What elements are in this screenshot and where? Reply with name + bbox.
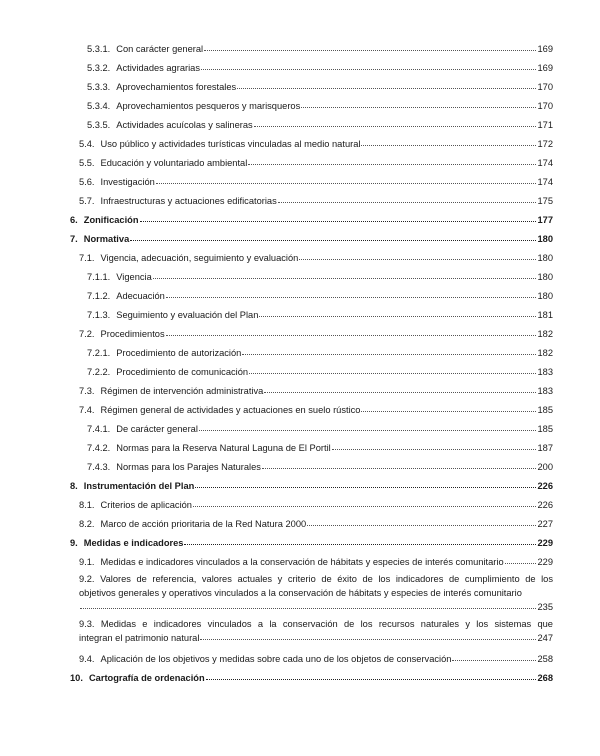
toc-entry-number: 8. bbox=[70, 481, 78, 491]
toc-entry-number: 5.7. bbox=[79, 196, 95, 206]
toc-entry-title-line bbox=[79, 572, 553, 586]
dot-leader bbox=[206, 672, 537, 680]
toc-entry-page-number: 185 bbox=[537, 405, 553, 415]
toc-entry[interactable] bbox=[87, 423, 553, 435]
toc-entry[interactable] bbox=[79, 404, 553, 416]
dot-leader bbox=[156, 176, 537, 184]
toc-entry-title: Uso público y actividades turísticas vinculadas al medio natural bbox=[100, 139, 361, 149]
toc-entry[interactable] bbox=[79, 328, 553, 340]
toc-entry-title: Normas para los Parajes Naturales bbox=[116, 462, 261, 472]
toc-entry[interactable] bbox=[79, 195, 553, 207]
toc-entry-number: 5.5. bbox=[79, 158, 95, 168]
toc-entry-title: Adecuación bbox=[116, 291, 165, 301]
dot-leader bbox=[140, 214, 537, 222]
toc-entry-number: 9.1. bbox=[79, 557, 95, 567]
toc-entry[interactable] bbox=[87, 461, 553, 473]
toc-entry-number: 7.2. bbox=[79, 329, 95, 339]
dot-leader bbox=[299, 252, 536, 260]
dot-leader bbox=[301, 100, 536, 108]
toc-entry-number: 5.3.2. bbox=[87, 63, 111, 73]
toc-entry-page-number: 177 bbox=[537, 215, 553, 225]
toc-entry-page-number: 226 bbox=[537, 481, 553, 491]
dot-leader bbox=[195, 480, 536, 488]
dot-leader bbox=[153, 271, 537, 279]
toc-entry-title: Actividades acuícolas y salineras bbox=[116, 120, 253, 130]
toc-entry-title: De carácter general bbox=[116, 424, 198, 434]
toc-entry-page-number: 247 bbox=[537, 633, 553, 644]
toc-entry-title: Zonificación bbox=[83, 215, 139, 225]
toc-entry-title: Aprovechamientos forestales bbox=[116, 82, 237, 92]
toc-entry[interactable] bbox=[87, 81, 553, 93]
dot-leader bbox=[452, 653, 536, 661]
toc-entry-page-number: 174 bbox=[537, 158, 553, 168]
toc-entry[interactable] bbox=[87, 442, 553, 454]
dot-leader bbox=[184, 537, 536, 545]
toc-entry-title: Normativa bbox=[83, 234, 130, 244]
toc-entry-page-number: 170 bbox=[537, 82, 553, 92]
toc-entry[interactable] bbox=[79, 653, 553, 665]
toc-entry[interactable] bbox=[87, 309, 553, 321]
toc-chapter-entry[interactable] bbox=[70, 480, 553, 492]
toc-entry-number: 9. bbox=[70, 538, 78, 548]
toc-entry[interactable] bbox=[87, 62, 553, 74]
toc-entry-title: Régimen de intervención administrativa bbox=[100, 386, 264, 396]
toc-entry[interactable] bbox=[79, 499, 553, 511]
toc-entry-number: 5.3.1. bbox=[87, 44, 111, 54]
toc-entry[interactable] bbox=[79, 176, 553, 188]
toc-entry-page-number: 180 bbox=[537, 272, 553, 282]
toc-entry-title: Vigencia, adecuación, seguimiento y evaluación bbox=[100, 253, 299, 263]
toc-entry-number: 7.3. bbox=[79, 386, 95, 396]
toc-entry-page-number: 169 bbox=[537, 44, 553, 54]
dot-leader bbox=[259, 309, 536, 317]
toc-entry[interactable] bbox=[87, 290, 553, 302]
toc-entry-number: 9.4. bbox=[79, 654, 95, 664]
toc-entry-page-number: 258 bbox=[537, 654, 553, 664]
dot-leader bbox=[166, 290, 537, 298]
dot-leader bbox=[332, 442, 537, 450]
toc-entry-number: 5.6. bbox=[79, 177, 95, 187]
toc-entry-page-number: 226 bbox=[537, 500, 553, 510]
toc-entry-number: 6. bbox=[70, 215, 78, 225]
toc-entry-title: Infraestructuras y actuaciones edificatorias bbox=[100, 196, 277, 206]
toc-entry-title: Normas para la Reserva Natural Laguna de El Portil bbox=[116, 443, 331, 453]
toc-chapter-entry[interactable] bbox=[70, 214, 553, 226]
dot-leader bbox=[361, 138, 536, 146]
dot-leader bbox=[200, 632, 536, 640]
dot-leader bbox=[166, 328, 537, 336]
toc-entry-number: 9.3. bbox=[79, 619, 95, 629]
dot-leader bbox=[307, 518, 536, 526]
toc-entry-page-number: 175 bbox=[537, 196, 553, 206]
toc-chapter-entry[interactable] bbox=[70, 672, 553, 684]
toc-entry-number: 7.4.3. bbox=[87, 462, 111, 472]
dot-leader bbox=[361, 404, 536, 412]
toc-entry-page-number: 180 bbox=[537, 291, 553, 301]
toc-entry-page-number: 229 bbox=[537, 538, 553, 548]
toc-entry-page-number: 181 bbox=[537, 310, 553, 320]
toc-entry-number: 7.4. bbox=[79, 405, 95, 415]
toc-entry[interactable] bbox=[79, 617, 553, 645]
toc-entry-number: 10. bbox=[70, 673, 83, 683]
toc-entry[interactable] bbox=[87, 100, 553, 112]
toc-entry-title: Educación y voluntariado ambiental bbox=[100, 158, 248, 168]
toc-entry-page-number: 171 bbox=[537, 120, 553, 130]
toc-entry-number: 7.4.1. bbox=[87, 424, 111, 434]
toc-entry-page-number: 268 bbox=[537, 673, 553, 683]
toc-entry-number: 7.2.2. bbox=[87, 367, 111, 377]
toc-entry[interactable] bbox=[79, 556, 553, 568]
dot-leader bbox=[505, 556, 537, 564]
toc-entry-title: Aprovechamientos pesqueros y marisqueros bbox=[116, 101, 301, 111]
toc-chapter-entry[interactable] bbox=[70, 233, 553, 245]
toc-entry-number: 7. bbox=[70, 234, 78, 244]
toc-entry[interactable] bbox=[79, 138, 553, 150]
toc-entry-number: 5.3.5. bbox=[87, 120, 111, 130]
dot-leader bbox=[264, 385, 536, 393]
toc-entry-number: 7.1.1. bbox=[87, 272, 111, 282]
toc-chapter-entry[interactable] bbox=[70, 537, 553, 549]
toc-entry-title: Régimen general de actividades y actuaciones en suelo rústico bbox=[100, 405, 361, 415]
dot-leader bbox=[254, 119, 537, 127]
toc-entry[interactable] bbox=[87, 119, 553, 131]
toc-entry-number: 8.2. bbox=[79, 519, 95, 529]
toc-entry-page-number: 200 bbox=[537, 462, 553, 472]
toc-entry-title: integran el patrimonio natural bbox=[79, 633, 200, 644]
toc-entry-title: objetivos generales y operativos vinculados a la conservación de hábitats y especies de interés comunitario bbox=[79, 588, 522, 599]
toc-entry-number: 7.1.3. bbox=[87, 310, 111, 320]
toc-entry-number: 7.4.2. bbox=[87, 443, 111, 453]
dot-leader bbox=[80, 601, 536, 609]
dot-leader bbox=[242, 347, 536, 355]
dot-leader bbox=[278, 195, 537, 203]
dot-leader bbox=[199, 423, 537, 431]
toc-entry[interactable] bbox=[87, 347, 553, 359]
toc-entry-title: Medidas e indicadores vinculados a la conservación de los recursos naturales y los sistemas que bbox=[100, 619, 553, 629]
dot-leader bbox=[193, 499, 537, 507]
toc-entry-page-number: 227 bbox=[537, 519, 553, 529]
toc-entry-page-number: 229 bbox=[537, 557, 553, 567]
toc-entry[interactable] bbox=[87, 43, 553, 55]
toc-entry-page-number: 187 bbox=[537, 443, 553, 453]
toc-entry-title: Procedimientos bbox=[100, 329, 165, 339]
toc-entry[interactable] bbox=[79, 157, 553, 169]
toc-entry-title: Medidas e indicadores vinculados a la conservación de hábitats y especies de interés comunitario bbox=[100, 557, 504, 567]
toc-entry-page-number: 182 bbox=[537, 329, 553, 339]
toc-entry-number: 7.1. bbox=[79, 253, 95, 263]
dot-leader bbox=[262, 461, 537, 469]
toc-entry-title: Instrumentación del Plan bbox=[83, 481, 195, 491]
toc-entry-page-number: 183 bbox=[537, 367, 553, 377]
toc-entry-page-number: 172 bbox=[537, 139, 553, 149]
toc-entry-page-number: 183 bbox=[537, 386, 553, 396]
toc-entry-page-number: 170 bbox=[537, 101, 553, 111]
toc-entry-number: 8.1. bbox=[79, 500, 95, 510]
toc-entry-page-number: 185 bbox=[537, 424, 553, 434]
dot-leader bbox=[237, 81, 536, 89]
toc-entry-title-line bbox=[79, 617, 553, 631]
toc-entry-title: Procedimiento de autorización bbox=[116, 348, 242, 358]
toc-entry[interactable] bbox=[79, 385, 553, 397]
toc-entry-page-number: 235 bbox=[537, 602, 553, 613]
toc-entry[interactable] bbox=[79, 252, 553, 264]
toc-entry-page-number: 174 bbox=[537, 177, 553, 187]
dot-leader bbox=[130, 233, 536, 241]
dot-leader bbox=[201, 62, 537, 70]
dot-leader bbox=[249, 366, 536, 374]
toc-entry-page-number: 180 bbox=[537, 253, 553, 263]
toc-entry[interactable] bbox=[87, 366, 553, 378]
dot-leader bbox=[204, 43, 536, 51]
toc-entry-number: 9.2. bbox=[79, 574, 95, 584]
toc-entry-page-number: 180 bbox=[537, 234, 553, 244]
toc-entry-title: Vigencia bbox=[116, 272, 152, 282]
toc-entry[interactable] bbox=[87, 271, 553, 283]
toc-entry-page-number: 169 bbox=[537, 63, 553, 73]
toc-entry-title: Marco de acción prioritaria de la Red Natura 2000 bbox=[100, 519, 307, 529]
toc-entry-number: 7.2.1. bbox=[87, 348, 111, 358]
dot-leader bbox=[248, 157, 536, 165]
toc-entry-title: Seguimiento y evaluación del Plan bbox=[116, 310, 259, 320]
toc-entry-page-number: 182 bbox=[537, 348, 553, 358]
toc-entry-title: Aplicación de los objetivos y medidas sobre cada uno de los objetos de conservación bbox=[100, 654, 452, 664]
toc-entry-title: Actividades agrarias bbox=[116, 63, 200, 73]
toc-entry-title: Con carácter general bbox=[116, 44, 204, 54]
toc-entry-title: Cartografía de ordenación bbox=[88, 673, 205, 683]
toc-entry-number: 5.3.3. bbox=[87, 82, 111, 92]
toc-entry-title: Valores de referencia, valores actuales y criterio de éxito de los indicadores de cumplimiento de los bbox=[100, 574, 553, 584]
toc-entry-title: Procedimiento de comunicación bbox=[116, 367, 249, 377]
toc-entry-title: Medidas e indicadores bbox=[83, 538, 184, 548]
toc-entry-title: Criterios de aplicación bbox=[100, 500, 192, 510]
toc-entry[interactable] bbox=[79, 572, 553, 615]
toc-entry-title: Investigación bbox=[100, 177, 155, 187]
toc-entry[interactable] bbox=[79, 518, 553, 530]
toc-entry-number: 5.3.4. bbox=[87, 101, 111, 111]
toc-entry-number: 5.4. bbox=[79, 139, 95, 149]
toc-entry-number: 7.1.2. bbox=[87, 291, 111, 301]
